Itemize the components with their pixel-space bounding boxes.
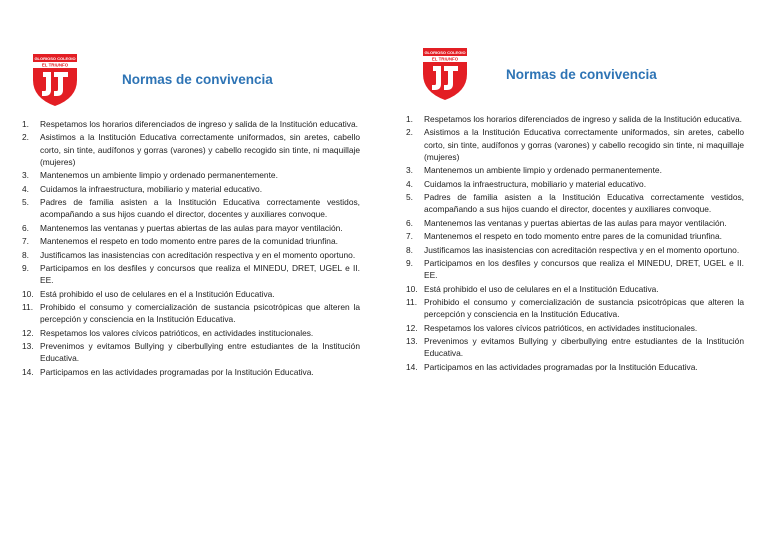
school-logo <box>30 50 80 108</box>
list-item: 6. Mantenemos las ventanas y puertas abiertas de las aulas para mayor ventilación. <box>406 217 727 228</box>
norms-list <box>22 118 360 378</box>
list-item: 8. Justificamos las inasistencias con acreditación respectiva y en el momento oportuno. <box>22 249 356 260</box>
list-item: 5. Padres de familia asisten a la Institución Educativa correctamente vestidos, acompañando a sus hijos cuando el director, docentes y auxiliares convoque. <box>406 192 744 215</box>
page-title: Normas de convivencia <box>506 67 657 82</box>
list-item: 9. Participamos en los desfiles y concursos que realiza el MINEDU, DRET, UGEL e II. EE. <box>22 263 360 286</box>
list-item: 7. Mantenemos el respeto en todo momento entre pares de la comunidad triunfina. <box>22 236 338 247</box>
list-item: 1. Respetamos los horarios diferenciados de ingreso y salida de la Institución educativa. <box>22 119 358 129</box>
list-item: 3. Mantenemos un ambiente limpio y ordenado permanentemente. <box>406 165 662 176</box>
list-item: 11. Prohibido el consumo y comercialización de sustancia psicotrópicas que alteren la percepción y consciencia en la Institución Educativa. <box>406 297 744 320</box>
logo-banner-text: EL TRIUNFO <box>41 62 69 68</box>
list-item: 5. Padres de familia asisten a la Institución Educativa correctamente vestidos, acompañando a sus hijos cuando el director, docentes y auxiliares convoque. <box>22 197 360 220</box>
list-item: 12. Respetamos los valores cívicos patrióticos, en actividades institucionales. <box>406 322 698 333</box>
list-item: 10. Está prohibido el uso de celulares en el a Institución Educativa. <box>22 288 275 299</box>
page-title: Normas de convivencia <box>122 72 273 87</box>
list-item: 3. Mantenemos un ambiente limpio y ordenado permanentemente. <box>22 170 278 181</box>
logo-top-text: GLORIOSO COLEGIO <box>424 50 466 55</box>
norms-list-container <box>406 113 744 374</box>
shield-icon <box>420 44 470 102</box>
norms-list-container <box>22 118 360 379</box>
list-item: 14. Participamos en las actividades programadas por la Institución Educativa. <box>406 361 698 372</box>
list-item: 4. Cuidamos la infraestructura, mobiliario y material educativo. <box>22 183 263 194</box>
list-item: 2. Asistimos a la Institución Educativa correctamente uniformados, sin aretes, cabello corto, sin tinte, audífonos y gorras (varones) y cabello recogido sin tinte, ni maquillaje (mujeres) <box>406 127 744 162</box>
shield-icon <box>30 50 80 108</box>
list-item: 11. Prohibido el consumo y comercialización de sustancia psicotrópicas que alteren la percepción y consciencia en la Institución Educativa. <box>22 302 360 325</box>
list-item: 8. Justificamos las inasistencias con acreditación respectiva y en el momento oportuno. <box>406 244 740 255</box>
page-right <box>384 0 768 543</box>
list-item: 13. Prevenimos y evitamos Bullying y ciberbullying entre estudiantes de la Institución Educativa. <box>406 336 744 359</box>
list-item: 6. Mantenemos las ventanas y puertas abiertas de las aulas para mayor ventilación. <box>22 222 343 233</box>
logo-banner-text: EL TRIUNFO <box>431 56 459 62</box>
list-item: 2. Asistimos a la Institución Educativa correctamente uniformados, sin aretes, cabello corto, sin tinte, audífonos y gorras (varones) y cabello recogido sin tinte, ni maquillaje (mujeres) <box>22 132 360 167</box>
list-item: 1. Respetamos los horarios diferenciados de ingreso y salida de la Institución educativa. <box>406 114 742 124</box>
school-logo <box>420 44 470 102</box>
list-item: 13. Prevenimos y evitamos Bullying y ciberbullying entre estudiantes de la Institución Educativa. <box>22 341 360 364</box>
list-item: 4. Cuidamos la infraestructura, mobiliario y material educativo. <box>406 178 647 189</box>
list-item: 12. Respetamos los valores cívicos patrióticos, en actividades institucionales. <box>22 327 314 338</box>
logo-top-text: GLORIOSO COLEGIO <box>34 56 76 61</box>
list-item: 14. Participamos en las actividades programadas por la Institución Educativa. <box>22 366 314 377</box>
norms-list <box>406 113 744 373</box>
list-item: 9. Participamos en los desfiles y concursos que realiza el MINEDU, DRET, UGEL e II. EE. <box>406 258 744 281</box>
list-item: 10. Está prohibido el uso de celulares en el a Institución Educativa. <box>406 283 659 294</box>
list-item: 7. Mantenemos el respeto en todo momento entre pares de la comunidad triunfina. <box>406 231 722 242</box>
